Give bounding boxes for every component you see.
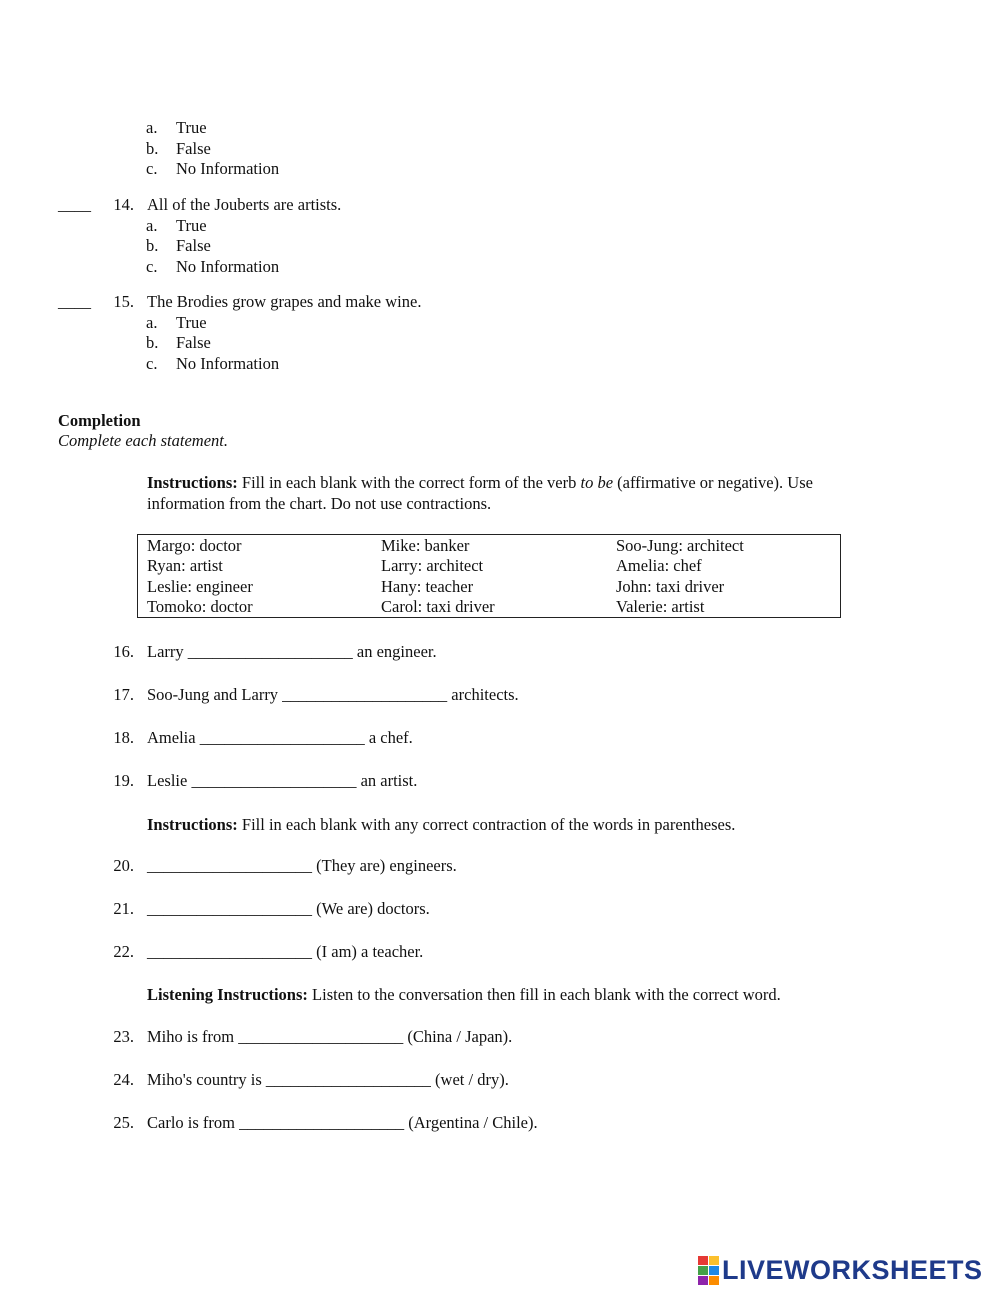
q13-option-c-letter: c. — [146, 159, 158, 178]
instructions-contractions — [147, 815, 735, 835]
instructions-to-be — [147, 472, 887, 514]
question-text[interactable]: Larry ____________________ an engineer. — [147, 642, 437, 661]
instructions-text: Listen to the conversation then fill in each blank with the correct word. — [307, 985, 781, 1004]
logo-block — [698, 1256, 708, 1265]
question-number: 15. — [113, 292, 134, 311]
question-number: 18. — [113, 728, 134, 747]
logo-text: LIVEWORKSHEETS — [722, 1254, 983, 1285]
chart-cell: Leslie: engineer — [147, 577, 253, 596]
option-a-letter: a. — [146, 313, 158, 332]
logo-block — [698, 1276, 708, 1285]
instructions-label: Instructions: — [147, 473, 238, 492]
logo-block — [709, 1276, 719, 1285]
option-b-letter: b. — [146, 236, 159, 255]
answer-blank[interactable]: ____ — [58, 195, 91, 214]
logo-block — [709, 1266, 719, 1275]
option-b-letter: b. — [146, 333, 159, 352]
q13-option-a-text: True — [176, 118, 207, 137]
question-text: All of the Jouberts are artists. — [147, 195, 342, 214]
logo-block — [698, 1266, 708, 1275]
option-c-letter: c. — [146, 257, 158, 276]
chart-cell: Ryan: artist — [147, 556, 223, 575]
instructions-listening — [147, 985, 781, 1005]
section-subheading: Complete each statement. — [58, 431, 228, 450]
chart-cell: Larry: architect — [381, 556, 484, 575]
question-text[interactable]: ____________________ (We are) doctors. — [147, 899, 430, 918]
chart-cell: Tomoko: doctor — [147, 597, 253, 616]
chart-cell: John: taxi driver — [616, 577, 725, 596]
instructions-label: Listening Instructions: — [147, 985, 308, 1004]
question-number: 22. — [113, 942, 134, 961]
chart-cell: Amelia: chef — [616, 556, 702, 575]
question-number: 16. — [113, 642, 134, 661]
question-number: 17. — [113, 685, 134, 704]
chart-cell: Hany: teacher — [381, 577, 474, 596]
instructions-text: Fill in each blank with any correct contraction of the words in parentheses. — [237, 815, 736, 834]
option-a-text: True — [176, 216, 207, 235]
chart-cell: Soo-Jung: architect — [616, 536, 744, 555]
question-text[interactable]: Miho is from ____________________ (China / Japan). — [147, 1027, 513, 1046]
question-number: 24. — [113, 1070, 134, 1089]
q13-option-c-text: No Information — [176, 159, 280, 178]
option-b-text: False — [176, 236, 211, 255]
option-a-text: True — [176, 313, 207, 332]
question-text[interactable]: ____________________ (They are) engineers. — [147, 856, 457, 875]
question-text[interactable]: Miho's country is ____________________ (wet / dry). — [147, 1070, 509, 1089]
instructions-verb: to be — [580, 473, 614, 492]
answer-blank[interactable]: ____ — [58, 292, 91, 311]
chart-cell: Carol: taxi driver — [381, 597, 495, 616]
question-text[interactable]: Amelia ____________________ a chef. — [147, 728, 413, 747]
chart-cell: Valerie: artist — [616, 597, 705, 616]
occupation-chart — [137, 534, 841, 618]
q13-option-b-letter: b. — [146, 139, 159, 158]
logo-blocks-icon — [698, 1256, 719, 1285]
liveworksheets-logo — [698, 1255, 983, 1285]
question-number: 25. — [113, 1113, 134, 1132]
q13-option-b-text: False — [176, 139, 211, 158]
logo-block — [709, 1256, 719, 1265]
instructions-text-after: (affirmative or negative). Use information from the chart. Do not use contractions. — [147, 473, 813, 513]
question-text: The Brodies grow grapes and make wine. — [147, 292, 422, 311]
option-c-text: No Information — [176, 257, 280, 276]
question-text[interactable]: Soo-Jung and Larry ____________________ architects. — [147, 685, 519, 704]
instructions-text-before: Fill in each blank with the correct form of the verb — [237, 473, 581, 492]
question-text[interactable]: Carlo is from ____________________ (Argentina / Chile). — [147, 1113, 538, 1132]
option-c-letter: c. — [146, 354, 158, 373]
question-number: 19. — [113, 771, 134, 790]
chart-cell: Mike: banker — [381, 536, 470, 555]
question-text[interactable]: ____________________ (I am) a teacher. — [147, 942, 424, 961]
chart-cell: Margo: doctor — [147, 536, 242, 555]
instructions-label: Instructions: — [147, 815, 238, 834]
question-number: 23. — [113, 1027, 134, 1046]
option-b-text: False — [176, 333, 211, 352]
question-text[interactable]: Leslie ____________________ an artist. — [147, 771, 418, 790]
question-number: 14. — [113, 195, 134, 214]
q13-option-a-letter: a. — [146, 118, 158, 137]
question-number: 21. — [113, 899, 134, 918]
option-a-letter: a. — [146, 216, 158, 235]
question-number: 20. — [113, 856, 134, 875]
section-heading: Completion — [58, 411, 141, 430]
option-c-text: No Information — [176, 354, 280, 373]
